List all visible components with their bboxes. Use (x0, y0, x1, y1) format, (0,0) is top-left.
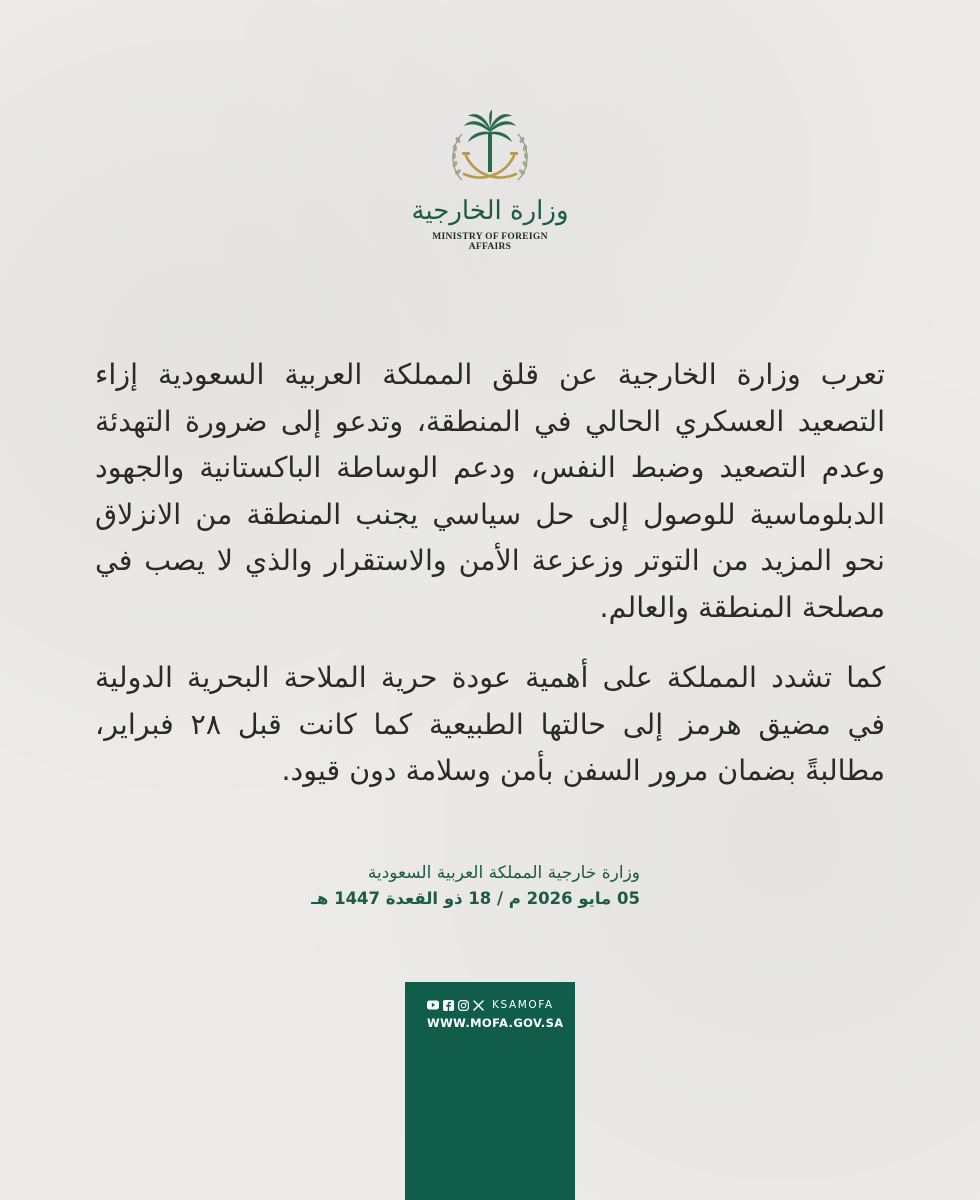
youtube-icon[interactable] (427, 999, 439, 1011)
issue-date: 05 مايو 2026 م / 18 ذو القعدة 1447 هـ (311, 889, 640, 908)
social-links (427, 998, 554, 1012)
footer-panel (405, 982, 575, 1200)
facebook-icon[interactable] (442, 999, 454, 1011)
statement-paragraph-1: تعرب وزارة الخارجية عن قلق المملكة العربية السعودية إزاء التصعيد العسكري الحالي في المنطقة، وتدعو إلى ضرورة التهدئة وعدم التصعيد وضبط النفس، ودعم الوساطة الباكستانية والجهود الدبلوماسية للوصول إلى حل سياسي يجنب المنطقة من الانزلاق نحو المزيد من التوتر وزعزعة الأمن والاستقرار والذي لا يصب في مصلحة المنطقة والعالم. (95, 358, 885, 624)
ministry-name-arabic: وزارة الخارجية (411, 196, 569, 226)
statement-paragraph-2: كما تشدد المملكة على أهمية عودة حرية الملاحة البحرية الدولية في مضيق هرمز إلى حالتها الطبيعية كما كانت قبل ٢٨ فبراير، مطالبةً بضمان مرور السفن بأمن وسلامة دون قيود. (95, 661, 885, 787)
ministry-logo (410, 110, 570, 250)
issuer-name: وزارة خارجية المملكة العربية السعودية (367, 863, 640, 883)
signature-block (311, 860, 640, 912)
social-handle[interactable]: KSAMOFA (492, 999, 554, 1011)
x-icon[interactable] (472, 999, 484, 1011)
website-link[interactable]: WWW.MOFA.GOV.SA (427, 1016, 564, 1030)
ministry-name-english: MINISTRY OF FOREIGN AFFAIRS (432, 232, 548, 252)
instagram-icon[interactable] (457, 999, 469, 1011)
saudi-emblem-palm-swords-icon (410, 110, 570, 196)
